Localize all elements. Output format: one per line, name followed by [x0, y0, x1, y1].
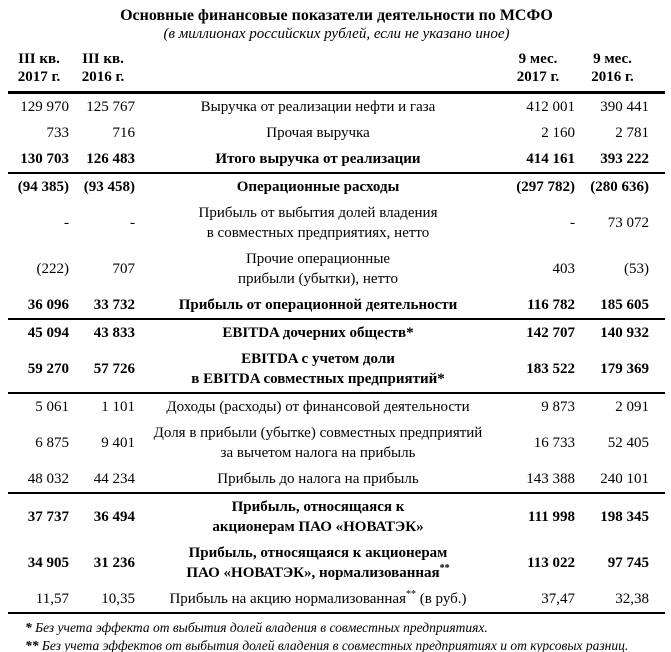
- row-label: Итого выручка от реализации: [215, 151, 421, 167]
- value-9m-2017: 143 388: [526, 470, 575, 487]
- row-label: EBITDA дочерних обществ*: [222, 325, 414, 341]
- row-label: Выручка от реализации нефти и газа: [200, 99, 436, 115]
- value-9m-2017: 111 998: [527, 508, 575, 525]
- footnotes: [8, 614, 665, 652]
- table-row: [8, 93, 665, 121]
- value-q3-2017: 45 094: [27, 324, 69, 341]
- value-9m-2016: 198 345: [600, 508, 649, 525]
- table-row: [8, 173, 665, 200]
- value-9m-2016: 185 605: [600, 296, 649, 313]
- value-9m-2017: 37,47: [541, 590, 575, 607]
- column-header-q3-2017: III кв. 2017 г.: [17, 51, 61, 85]
- value-q3-2017: 129 970: [20, 98, 69, 115]
- row-label: Доля в прибыли (убытке) совместных предприятий за вычетом налога на прибыль: [153, 425, 483, 461]
- row-label: Прибыль, относящаяся к акционерам ПАО «НОВАТЭК»: [212, 499, 424, 535]
- table-row: [8, 346, 665, 393]
- financials-table: [8, 48, 665, 614]
- value-q3-2016: 126 483: [86, 150, 135, 167]
- row-label: Прибыль на акцию нормализованная** (в руб.): [169, 589, 467, 607]
- value-q3-2016: 1 101: [101, 398, 135, 415]
- value-q3-2017: 733: [46, 124, 69, 141]
- value-9m-2016: 390 441: [600, 98, 649, 115]
- value-q3-2016: 716: [112, 124, 135, 141]
- value-q3-2016: 31 236: [93, 554, 135, 571]
- value-9m-2017: 2 160: [541, 124, 575, 141]
- table-row: [8, 120, 665, 146]
- column-header-9m-2017: 9 мес. 2017 г.: [516, 51, 560, 85]
- footnote-marker: **: [25, 638, 39, 652]
- column-header-label: [136, 48, 500, 93]
- value-q3-2016: -: [130, 214, 135, 231]
- value-9m-2016: 393 222: [600, 150, 649, 167]
- value-9m-2016: 2 781: [615, 124, 649, 141]
- row-label: Прибыль, относящаяся к акционерам ПАО «НОВАТЭК», нормализованная**: [186, 545, 450, 581]
- footnote-ref: **: [439, 563, 450, 574]
- page-title: Основные финансовые показатели деятельности по МСФО: [120, 7, 553, 24]
- column-header-9m-2016: 9 мес. 2016 г.: [591, 51, 634, 85]
- value-9m-2017: (297 782): [516, 178, 575, 195]
- value-q3-2016: 43 833: [93, 324, 135, 341]
- value-q3-2016: 125 767: [86, 98, 135, 115]
- footnote-ref: **: [405, 589, 416, 600]
- value-q3-2017: 6 875: [35, 434, 69, 451]
- value-9m-2017: 183 522: [526, 360, 575, 377]
- column-header-q3-2016: III кв. 2016 г.: [81, 51, 125, 85]
- value-q3-2016: 707: [112, 260, 135, 277]
- value-q3-2017: -: [64, 214, 69, 231]
- value-9m-2016: 140 932: [600, 324, 649, 341]
- table-row: [8, 246, 665, 292]
- table-row: [8, 393, 665, 420]
- row-label: Прибыль до налога на прибыль: [217, 471, 419, 487]
- value-9m-2016: 73 072: [607, 214, 649, 231]
- table-row: [8, 540, 665, 586]
- row-label: Прочая выручка: [266, 125, 370, 141]
- value-9m-2017: 9 873: [541, 398, 575, 415]
- value-q3-2016: (93 458): [83, 178, 135, 195]
- footnote: ** Без учета эффектов от выбытия долей владения в совместных предприятиях и от курсовых разниц.: [25, 638, 629, 652]
- value-9m-2016: 240 101: [600, 470, 649, 487]
- value-q3-2016: 44 234: [93, 470, 135, 487]
- value-q3-2017: 36 096: [27, 296, 69, 313]
- value-q3-2016: 10,35: [101, 590, 135, 607]
- value-9m-2017: 142 707: [526, 324, 575, 341]
- value-q3-2016: 9 401: [101, 434, 135, 451]
- value-9m-2016: 2 091: [615, 398, 649, 415]
- value-q3-2017: (222): [36, 260, 69, 277]
- table-row: [8, 586, 665, 613]
- row-label: Прибыль от выбытия долей владения в совместных предприятиях, нетто: [198, 205, 438, 241]
- value-q3-2017: 48 032: [27, 470, 69, 487]
- table-row: [8, 319, 665, 346]
- row-label: Доходы (расходы) от финансовой деятельности: [166, 399, 470, 415]
- value-9m-2017: 414 161: [526, 150, 575, 167]
- value-9m-2017: 116 782: [527, 296, 575, 313]
- value-q3-2017: 11,57: [35, 590, 69, 607]
- value-q3-2016: 33 732: [93, 296, 135, 313]
- value-9m-2017: 113 022: [527, 554, 575, 571]
- row-label: Операционные расходы: [236, 179, 400, 195]
- row-label: Прочие операционные прибыли (убытки), нетто: [238, 251, 398, 287]
- table-row: [8, 493, 665, 540]
- value-q3-2017: 130 703: [20, 150, 69, 167]
- value-9m-2017: 16 733: [533, 434, 575, 451]
- value-q3-2017: 59 270: [27, 360, 69, 377]
- table-row: [8, 466, 665, 493]
- value-q3-2017: 5 061: [35, 398, 69, 415]
- table-row: [8, 200, 665, 246]
- table-row: [8, 292, 665, 319]
- footnote: * Без учета эффекта от выбытия долей владения в совместных предприятиях.: [25, 620, 488, 635]
- value-9m-2016: (53): [624, 260, 649, 277]
- value-9m-2016: (280 636): [590, 178, 649, 195]
- page-subtitle: (в миллионах российских рублей, если не указано иное): [163, 26, 510, 42]
- value-9m-2016: 97 745: [607, 554, 649, 571]
- value-9m-2016: 179 369: [600, 360, 649, 377]
- value-9m-2017: 412 001: [526, 98, 575, 115]
- value-9m-2017: 403: [552, 260, 575, 277]
- value-q3-2017: (94 385): [17, 178, 69, 195]
- value-q3-2017: 34 905: [27, 554, 69, 571]
- table-row: [8, 420, 665, 466]
- footnote-marker: *: [25, 620, 32, 635]
- value-9m-2016: 32,38: [615, 590, 649, 607]
- table-row: [8, 146, 665, 173]
- value-9m-2016: 52 405: [607, 434, 649, 451]
- value-9m-2017: -: [570, 214, 575, 231]
- table-header-row: [8, 48, 665, 93]
- value-q3-2017: 37 737: [27, 508, 69, 525]
- value-q3-2016: 36 494: [93, 508, 135, 525]
- row-label: Прибыль от операционной деятельности: [178, 297, 458, 313]
- value-q3-2016: 57 726: [93, 360, 135, 377]
- row-label: EBITDA с учетом доли в EBITDA совместных предприятий*: [191, 351, 445, 387]
